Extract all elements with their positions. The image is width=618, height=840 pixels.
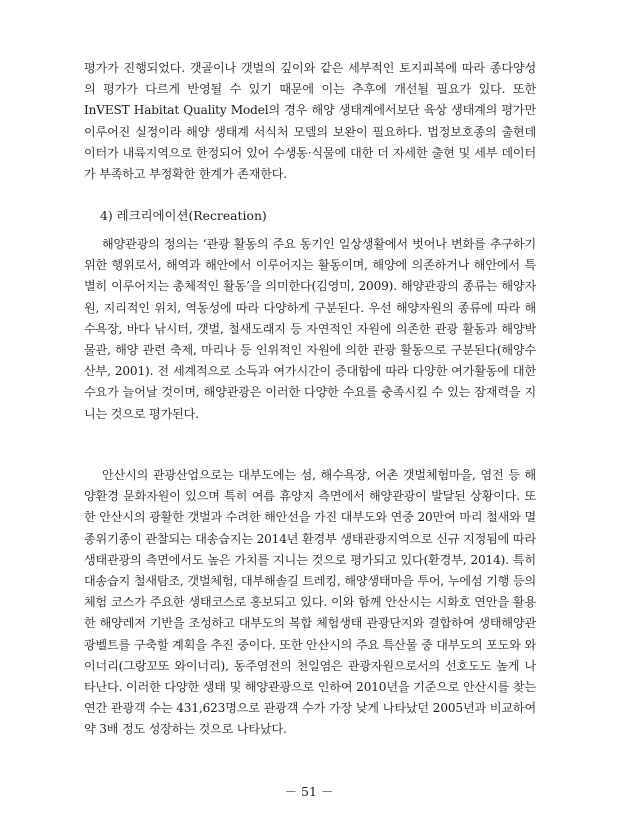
page-number: － 51 － xyxy=(284,784,334,799)
paragraph-continuation: 평가가 진행되었다. 갯골이나 갯벌의 깊이와 같은 세부적인 토지피복에 따라 종다양성의 평가가 다르게 반영될 수 있기 때문에 이는 추후에 개선될 필요가 있다. 또한 InVEST Habitat Quality Model의 경우 해양 생태계에서보단 육상 생태계의 평가만 이루어진 실정이라 해양 생태계 서식처 모델의 보완이 필요하다. 법정보호종의 출현데이터가 내륙지역으로 한정되어 있어 수생동·식물에 대한 더 자세한 출현 및 세부 데이터가 부족하고 부정확한 한계가 존재한다. xyxy=(84,61,536,182)
paragraph-ansan-tourism: 안산시의 관광산업으로는 대부도에는 섬, 해수욕장, 어촌 갯벌체험마을, 염전 등 해양환경 문화자원이 있으며 특히 여름 휴양지 측면에서 해양관광이 발달된 상황이다. 또한 안산시의 광활한 갯벌과 수려한 해안선을 가진 대부도와 연중 20만여 마리 철새와 멸종위기종이 관찰되는 대송습지는 2014년 환경부 생태관광지역으로 신규 지정됨에 따라 생태관광의 측면에서도 높은 가치를 지니는 것으로 평가되고 있다(환경부, 2014). 특히 대송습지 철새탐조, 갯벌체험, 대부해솔길 트레킹, 해양생태마을 투어, 누에섬 기행 등의 체험 코스가 주요한 생태코스로 홍보되고 있다. 이와 함께 안산시는 시화호 연안을 활용한 해양레저 기반을 조성하고 대부도의 복합 체험생태 관광단지와 결합하여 생태해양관광벨트를 구축할 계획을 추진 중이다. 또한 안산시의 주요 특산물 중 대부도의 포도와 와이너리(그랑꼬또 와이너리), 동주염전의 천일염은 관광자원으로서의 선호도도 높게 나타난다. 이러한 다양한 생태 및 해양관광으로 인하여 2010년을 기준으로 안산시를 찾는 연간 관광객 수는 431,623명으로 관광객 수가 가장 낮게 나타났던 2005년과 비교하여 약 3배 정도 성장하는 것으로 나타났다. xyxy=(84,468,536,737)
paragraph-marine-tourism: 해양관광의 정의는 ‘관광 활동의 주요 동기인 일상생활에서 벗어나 변화를 추구하기 위한 행위로서, 해역과 해안에서 이루어지는 활동이며, 해양에 의존하거나 해안에서 특별히 이루어지는 총체적인 활동’을 의미한다(김영미, 2009). 해양관광의 종류는 해양자원, 지리적인 위치, 역동성에 따라 다양하게 구분된다. 우선 해양자원의 종류에 따라 해수욕장, 바다 낚시터, 갯벌, 철새도래지 등 자연적인 자원에 의존한 관광 활동과 해양박물관, 해양 관련 축제, 마리나 등 인위적인 자원에 의한 관광 활동으로 구분된다(해양수산부, 2001). 전 세계적으로 소득과 여가시간이 증대함에 따라 다양한 여가활동에 대한 수요가 늘어날 것이며, 해양관광은 이러한 다양한 수요를 충족시킬 수 있는 잠재력을 지니는 것으로 평가된다. xyxy=(84,237,536,421)
section-heading: 4) 레크리에이션(Recreation) xyxy=(100,208,267,223)
